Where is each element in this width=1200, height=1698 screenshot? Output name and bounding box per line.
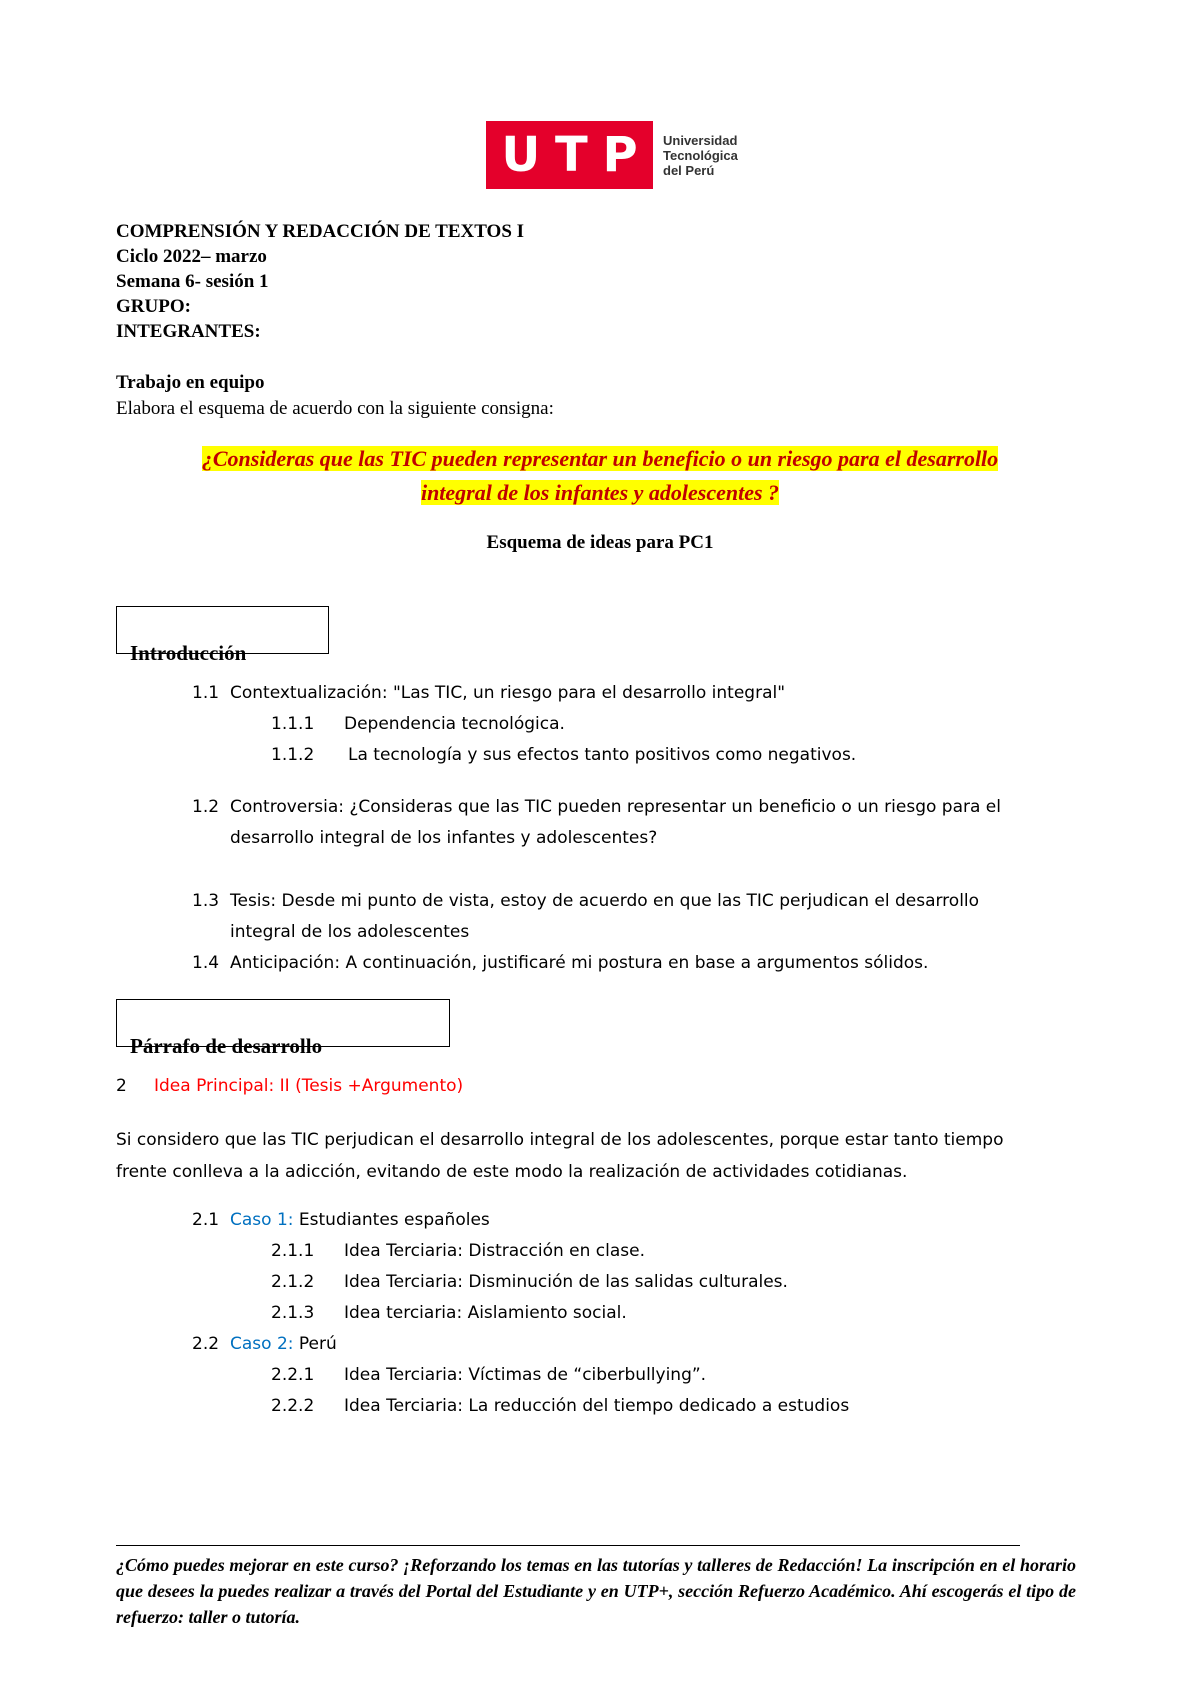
item-number: 2.1.1: [271, 1241, 315, 1261]
intro-item-1-4: [192, 953, 928, 973]
item-text: Tesis: Desde mi punto de vista, estoy de acuerdo en que las TIC perjudican el desarrollo: [230, 891, 980, 911]
document-header: [116, 219, 524, 344]
members-label: INTEGRANTES:: [116, 321, 261, 342]
case-2-idea-1: [271, 1365, 706, 1385]
item-number: 2.1.2: [271, 1272, 315, 1292]
item-text: Idea Terciaria: La reducción del tiempo dedicado a estudios: [344, 1396, 850, 1416]
item-number: 1.1: [192, 683, 220, 703]
logo-line-3: del Perú: [663, 162, 715, 178]
main-idea: [116, 1076, 463, 1096]
intro-title: Introducción: [130, 641, 247, 665]
item-text: Perú: [298, 1334, 337, 1354]
intro-item-1-1-2: [271, 745, 856, 765]
item-text: Idea Terciaria: Distracción en clase.: [344, 1241, 645, 1261]
logo-letter-p: P: [602, 127, 638, 183]
item-number: 1.4: [192, 953, 220, 973]
case-1: [192, 1210, 490, 1230]
logo-line-2: Tecnológica: [663, 147, 738, 163]
case-label: Caso 1:: [230, 1210, 294, 1230]
intro-item-1-1: [192, 683, 785, 703]
cycle-label: Ciclo 2022– marzo: [116, 246, 267, 267]
logo-letter-u: U: [501, 127, 541, 183]
case-2-idea-2: [271, 1396, 849, 1416]
item-number: 2.1: [192, 1210, 220, 1230]
item-text: Estudiantes españoles: [298, 1210, 490, 1230]
item-number: 2.2.1: [271, 1365, 315, 1385]
item-number: 2: [116, 1076, 127, 1096]
development-title: Párrafo de desarrollo: [130, 1034, 323, 1058]
item-number: 1.1.1: [271, 714, 315, 734]
utp-logo: [486, 121, 738, 189]
item-text: Controversia: ¿Consideras que las TIC pueden representar un beneficio o un riesgo para el: [230, 797, 1001, 817]
case-1-idea-3: [271, 1303, 627, 1323]
question-line-1: ¿Consideras que las TIC pueden representar un beneficio o un riesgo para el desarrollo: [201, 446, 999, 471]
logo-mark: [486, 121, 653, 189]
item-text: Contextualización: "Las TIC, un riesgo para el desarrollo integral": [230, 683, 786, 703]
schema-title: Esquema de ideas para PC1: [486, 532, 714, 553]
intro-item-1-2-cont: desarrollo integral de los infantes y adolescentes?: [230, 828, 658, 848]
footer-note: ¿Cómo puedes mejorar en este curso? ¡Reforzando los temas en las tutorías y talleres de Redacción! La inscripción en el horario que desees la puedes realizar a través del Portal del Estudiante y en UTP+, sección Refuerzo Académico. Ahí escogerás el tipo de refuerzo: taller o tutoría.: [116, 1555, 1076, 1627]
item-text: Idea Terciaria: Disminución de las salidas culturales.: [344, 1272, 788, 1292]
group-label: GRUPO:: [116, 296, 191, 317]
week-label: Semana 6- sesión 1: [116, 271, 269, 292]
item-text: Idea Principal: II (Tesis +Argumento): [154, 1076, 464, 1096]
question-line-2: integral de los infantes y adolescentes ?: [420, 480, 780, 505]
item-number: 2.2: [192, 1334, 220, 1354]
item-number: 2.2.2: [271, 1396, 315, 1416]
course-title: COMPRENSIÓN Y REDACCIÓN DE TEXTOS I: [116, 221, 525, 242]
item-number: 2.1.3: [271, 1303, 315, 1323]
item-number: 1.1.2: [271, 745, 315, 765]
item-number: 1.3: [192, 891, 220, 911]
case-1-idea-1: [271, 1241, 645, 1261]
footer-divider: [116, 1545, 1020, 1546]
paragraph-line-2: frente conlleva a la adicción, evitando de este modo la realización de actividades cotidianas.: [116, 1162, 908, 1182]
intro-item-1-3: [192, 891, 979, 911]
item-text: Dependencia tecnológica.: [344, 714, 565, 734]
item-text: Idea Terciaria: Víctimas de “ciberbullying”.: [344, 1365, 707, 1385]
item-text: Anticipación: A continuación, justificaré mi postura en base a argumentos sólidos.: [230, 953, 929, 973]
logo-letter-t: T: [555, 127, 588, 183]
item-text: Idea terciaria: Aislamiento social.: [344, 1303, 627, 1323]
guiding-question: [100, 442, 1100, 510]
logo-line-1: Universidad: [663, 132, 738, 148]
teamwork-instruction: Elabora el esquema de acuerdo con la siguiente consigna:: [116, 398, 554, 419]
item-text: La tecnología y sus efectos tanto positivos como negativos.: [348, 745, 857, 765]
development-paragraph: [116, 1124, 1076, 1188]
logo-wordmark: [663, 133, 738, 178]
paragraph-line-1: Si considero que las TIC perjudican el desarrollo integral de los adolescentes, porque estar tanto tiempo: [116, 1130, 1004, 1150]
intro-item-1-2: [192, 797, 1001, 817]
case-2: [192, 1334, 337, 1354]
case-label: Caso 2:: [230, 1334, 294, 1354]
item-number: 1.2: [192, 797, 220, 817]
intro-item-1-1-1: [271, 714, 565, 734]
case-1-idea-2: [271, 1272, 788, 1292]
teamwork-title: Trabajo en equipo: [116, 372, 265, 393]
intro-item-1-3-cont: integral de los adolescentes: [230, 922, 470, 942]
